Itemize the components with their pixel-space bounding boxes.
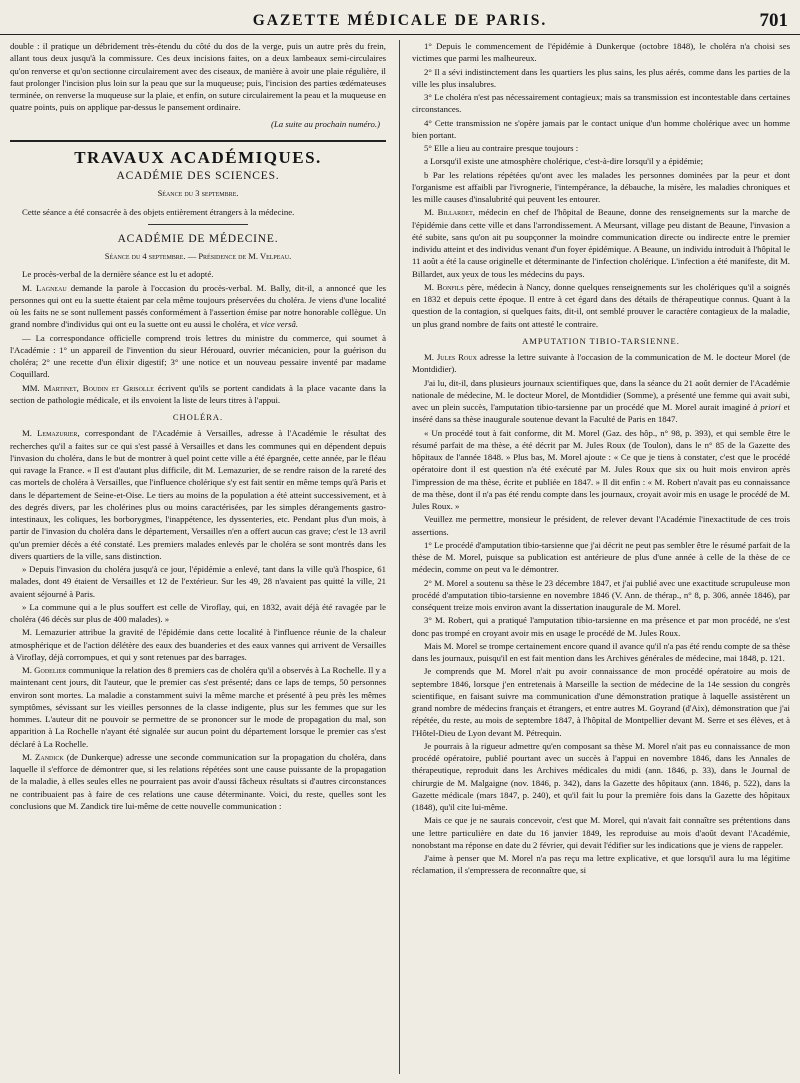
continuation-paragraph: double : il pratique un débridement très-étendu du côté du dos de la verge, puis un autre près du frein, allant tous deux jusqu'à la commissure. Ces deux incisions faites, on a deux lambeaux semi-circulaires qu'on renverse et qu'on sectionne circulairement avec des ciseaux, de manière à avoir une plaie régulière, il faut prolonger l'incision plus loin sur la peau que sur la muqueuse; puis, l'incision des parties œdémateuses terminée, on renverse la muqueuse sur la plaie, et enfin, on suture circulairement la peau et la muqueuse en quatre points, puis on applique par-dessus le pansement ordinaire.	[10, 41, 386, 113]
letter-paragraph-9: Mais ce que je ne saurais concevoir, c'est que M. Morel, qui n'avait fait connaître ses prétentions dans une lettre particulière en date du 16 janvier 1849, les reproduise au mois d'août devant l'Académie, nonobstant ma réponse en date du 2 février, qui devait l'édifier sur les indications que je viens de rappeler.	[412, 815, 790, 850]
academie-medecine-heading: ACADÉMIE DE MÉDECINE.	[117, 232, 279, 245]
conclusion-5: 5° Elle a lieu au contraire presque toujours :	[424, 143, 579, 153]
bonfils-paragraph	[412, 281, 790, 330]
paragraph-text: J'ai lu, dit-il, dans plusieurs journaux scientifiques que, dans la séance du 21 août dernier de l'Académie nationale de médecine, M. le docteur Morel, de Montdidier (Somme), a présenté une femme qui avait subi, avec un plein succès, l'amputation tibio-tarsienne par un procédé que M. Morel aurait imaginé	[412, 377, 790, 412]
speaker-name: M. Billardet	[424, 207, 473, 218]
paragraph-text: écrivent qu'ils se portent candidats à la place vacante dans la section de pathologie médicale, et ils envoient la liste de leurs titres à l'appui.	[10, 382, 386, 405]
italic-text: vice versâ.	[260, 319, 299, 330]
cholera-heading: CHOLÉRA.	[172, 412, 224, 422]
letter-paragraph-4: 2° M. Morel a soutenu sa thèse le 23 décembre 1847, et j'ai publié avec une exactitude scrupuleuse mon procédé d'amputation tibio-tarsienne en novembre 1846 (V. Ann. de thérap., n° 8, p. 306, année 1846), par conséquent treize mois environ avant la dissertation inaugurale de M. Morel.	[412, 577, 790, 612]
lagneau-paragraph	[10, 282, 386, 331]
amputation-heading: AMPUTATION TIBIO-TARSIENNE.	[522, 335, 680, 346]
conclusion-1: 1° Depuis le commencement de l'épidémie à Dunkerque (octobre 1848), le choléra n'a choisi ses victimes que parmi les malheureux.	[412, 41, 790, 64]
sciences-paragraph: Cette séance a été consacrée à des objets entièrement étrangers à la médecine.	[22, 206, 295, 217]
depuis-paragraph: » Depuis l'invasion du choléra jusqu'à ce jour, l'épidémie a enlevé, tant dans la ville qu'à l'hospice, 61 malades, dont 49 étaient de Versailles et 12 de l'extérieur. Sur les 49, 28 n'avaient pas quitté la ville, 21 avaient séjourné à Paris.	[10, 564, 386, 599]
speaker-name: M. Lemazurier	[22, 428, 78, 439]
roux-paragraph	[412, 351, 790, 376]
letter-paragraph-3: 1° Le procédé d'amputation tibio-tarsienne que j'ai décrit ne peut pas sembler être le résumé parfait de la thèse de M. Morel, puisque sa publication est antérieure de plus d'une année à celle de la thèse de ce médecin, comme on peut va le démontrer.	[412, 539, 790, 575]
speaker-name: M. Zandick	[22, 751, 64, 762]
continued-note: (La suite au prochain numéro.)	[271, 118, 380, 129]
candidats-paragraph	[10, 382, 386, 407]
speaker-name: M. Godelier	[22, 665, 67, 675]
journal-title: GAZETTE MÉDICALE DE PARIS.	[252, 12, 548, 29]
academie-sciences-heading: ACADÉMIE DES SCIENCES.	[116, 170, 280, 182]
roux-letter-paragraph	[412, 377, 790, 426]
billardet-paragraph	[412, 206, 790, 280]
seance-sciences: Séance du 3 septembre.	[157, 188, 239, 199]
italic-text: à priori	[753, 402, 781, 412]
conclusion-5b: b Par les relations répétées qu'ont avec les malades les personnes dominées par la peur et dont l'organisme est affaibli par l'ivrognerie, l'intempérance, la débauche, la misère, les maladies chroniques et les mille causes d'insalubrité qui peuvent les entourer.	[412, 169, 790, 204]
left-column	[10, 40, 386, 1076]
section-rule	[10, 140, 386, 142]
divider	[148, 224, 248, 225]
correspondance-paragraph: — La correspondance officielle comprend trois lettres du ministre du commerce, qui soumet à l'Académie : 1° un appareil de l'invention du sieur Hérouard, ouvrier mécanicien, pour la guérison du choléra; 2° une recette d'un élixir digestif; 3° une notice et un nouveau pessaire inventé par madame Coquillard.	[10, 332, 386, 380]
right-column	[412, 40, 790, 1076]
paragraph-text: adresse la lettre suivante à l'occasion de la communication de M. le docteur Morel (de Montdidier).	[412, 352, 790, 375]
godelier-paragraph	[10, 664, 386, 750]
attribue-paragraph: M. Lemazurier attribue la gravité de l'épidémie dans cette localité à l'influence réunie de la chaleur atmosphérique et de l'action délétère des eaux des buanderies et des eaux vannes qui arrivent de Versailles à Viroflay, déjà corrompues, et qui y sont retenues par des barrages.	[10, 627, 386, 662]
paragraph-text: père, médecin à Nancy, donne quelques renseignements sur les cholériques qu'il a soignés en 1832 et depuis cette époque. Il entre à cet égard dans des détails de thérapeutique connus. Quant à la question de la contagion, si quelques faits, dit-il, ont semblé prouver le caractère contagieux de la maladie, un plus grand nombre de faits ont attesté le contraire.	[412, 281, 790, 329]
paragraph-text: , correspondant de l'Académie à Versailles, adresse à l'Académie le résultat des recherches qu'il a faites sur ce qui s'est passé à Versailles et dans les communes qui en dépendent depuis l'invasion du choléra, dans le but de montrer à quel point cette ville a été épargnée, cette année, par le fléau qui ravage la France. « Il est d'autant plus difficile, dit M. Lemazurier, de se rendre raison de la rareté des cas mortels de choléra à Versailles, que l'influence cholérique s'y est fait sentir en même temps qu'à Paris et dans le département de Seine-et-Oise. Le tiers au moins de la population a été atteint successivement, et à des degrés divers, par les cholérines plus ou moins caractérisées, par les simples dérangements gastro-intestinaux, les coliques, les borborygmes, l'inappétence, les dyssenteries, etc. Pendant plus d'un mois, à partir de l'invasion du choléra dans le département, Versailles n'en a offert aucun cas grave; c'est le 13 avril qu'un premier décès a été constaté. Les premiers malades enlevés par le choléra se sont montrés dans les divers quartiers de la ville, sans distinction.	[10, 428, 386, 561]
speaker-name: M. Jules Roux	[424, 352, 477, 362]
letter-paragraph-5: 3° M. Robert, qui a pratiqué l'amputation tibio-tarsienne en ma présence et par mon procédé, ne s'est donc pas trompé en croyant avoir mis en usage le procédé de M. Jules Roux.	[412, 615, 790, 638]
conclusion-2: 2° Il a sévi indistinctement dans les quartiers les plus sains, les plus aérés, comme dans les parties de la ville les plus insalubres.	[412, 66, 790, 89]
letter-paragraph-6: Mais M. Morel se trompe certainement encore quand il avance qu'il n'a pas été rendu compte de sa thèse dans les journaux, puisqu'il en est fait mention dans les Archives générales de médecine, mai 1848, p. 121.	[412, 640, 790, 663]
lemazurier-paragraph	[10, 427, 386, 562]
zandick-paragraph	[10, 751, 386, 812]
section-title: TRAVAUX ACADÉMIQUES.	[74, 147, 322, 167]
speaker-name: MM. Martinet, Boudin et Grisolle	[22, 382, 154, 393]
paragraph-text: demande la parole à l'occasion du procès-verbal. M. Bally, dit-il, a annoncé que les personnes qui ont eu la suette étaient par cela même toujours préservées du choléra. Je viens d'une localité où les faits ne se sont nullement passés conformément à l'assertion émise par notre honorable collègue. Un grand nombre d'individus qui ont eu la suette ont eu aussi le choléra, et	[10, 282, 386, 330]
speaker-name: M. Bonfils	[424, 281, 464, 292]
seance-medecine: Séance du 4 septembre. — Présidence de M. Velpeau.	[104, 251, 292, 261]
paragraph-text: (de Dunkerque) adresse une seconde communication sur la propagation du choléra, dans laquelle il s'efforce de démontrer que, si les relations répétées sont une cause puissante de la propagation de la maladie, à elles seules elles ne pourraient pas avoir d'aussi fâcheux résultats si d'autres circonstances ne contribuaient pas à faire de ces relations une cause déterminante. Voici, du reste, quelles sont les conclusions que M. Zandick tire lui-même de cette nouvelle communication :	[10, 751, 386, 811]
letter-paragraph-2: Veuillez me permettre, monsieur le président, de relever devant l'Académie l'inexactitude de ces trois assertions.	[412, 514, 790, 537]
paragraph-text: , médecin en chef de l'hôpital de Beaune, donne des renseignements sur la marche de l'épidémie dans cette ville et dans l'arrondissement. A Meursant, village peu distant de Beaune, l'invasion a été subite, sans qu'on ait pu soupçonner la moindre communication directe ou indirecte entre le premier individu atteint et des individus venant d'un foyer épidémique. A Beaune, un individu introduit à l'hôpital le 11 août a été la cause originelle et déterminante de l'infection cholérique. L'infection a été manifeste, dit M. Billardet, aux yeux de tous les médecins du pays.	[412, 207, 790, 279]
letter-paragraph-8: Je pourrais à la rigueur admettre qu'en composant sa thèse M. Morel n'ait pas eu connaissance de mon procédé opératoire, publié pourtant avec un succès à l'appui en novembre 1846, dans les Annales de thérapeutique, reproduit dans les Archives médicales du midi (ann. 1846, p. 33), dans le Journal de chirurgie de M. Malgaigne (nov. 1846, p. 342), dans la Gazette des hôpitaux (ann. 1846, p. 522), dans la Gazette médicale (mars 1847, p. 240), et qu'il fait lu pour la première fois dans la Gazette des hôpitaux (1848), qu'il cite lui-même.	[412, 740, 790, 812]
paragraph-text: communique la relation des 8 premiers cas de choléra qu'il a observés à La Rochelle. Il y a maintenant cent jours, dit l'auteur, que le premier cas s'est présenté; dans ce laps de temps, 50 personnes environ sont mortes. La maladie a constamment suivi la même marche et présenté à peu près les mêmes symptômes, sévissant sur les vieilles personnes de la classe indigente, plus sur les femmes que sur les hommes. L'auteur dit ne pouvoir se permettre de se prononcer sur le mode de propagation du mal, son apparition à La Rochelle n'ayant été signalée sur aucun point du département lorsque le premier cas s'est déclaré à La Rochelle.	[10, 665, 386, 749]
page-number: 701	[759, 10, 788, 31]
column-rule	[399, 40, 400, 1074]
conclusion-3: 3° Le choléra n'est pas nécessairement contagieux; mais sa transmission est incontestable dans certaines circonstances.	[412, 92, 790, 115]
letter-paragraph-10: J'aime à penser que M. Morel n'a pas reçu ma lettre explicative, et que lorsqu'il aura lu ma légitime réclamation, il s'empressera de reconnaître que, si	[412, 853, 790, 876]
proces-verbal-paragraph: Le procès-verbal de la dernière séance est lu et adopté.	[22, 269, 214, 280]
paragraph-text: et inséré dans sa thèse inaugurale soutenue devant la Faculté de Paris en 1847.	[412, 402, 790, 425]
speaker-name: M. Lagneau	[22, 282, 67, 293]
conclusion-5a: a Lorsqu'il existe une atmosphère cholérique, c'est-à-dire lorsqu'il y a épidémie;	[424, 156, 704, 167]
letter-paragraph-7: Je comprends que M. Morel n'ait pu avoir connaissance de mon procédé opératoire au mois de septembre 1846, lorsque j'en entretenais à Marseille la section de médecine de la 14e session du congrès scientifique, en faisant suivre ma communication d'une démonstration pratique à laquelle assistèrent un grand nombre de médecins français et étrangers, et entre autres M. Goyrand (d'Aix), démonstration que j'ai répétée, du reste, au mois de septembre 1847, à l'hôpital de Montpellier devant M. Serre et ses élèves, et à l'Hôtel-Dieu de Lyon devant M. Pétrequin.	[412, 666, 790, 738]
conclusion-4: 4° Cette transmission ne s'opère jamais par le contact unique d'un homme cholérique avec un homme bien portant.	[412, 117, 790, 140]
masthead	[0, 8, 800, 35]
letter-paragraph-1: « Un procédé tout à fait conforme, dit M. Morel (Gaz. des hôp., n° 98, p. 393), et qui semble être le résumé parfait de ma thèse, a été décrit par M. Jules Roux (de Toulon), dans le n° 85 de la Gazette des hôpitaux de l'année 1848. » Plus bas, M. Morel ajoute : « Ce que je tiens à constater, c'est que le procédé opératoire dont il est question n'a été exécuté par M. Jules Roux que six ou huit mois environ après l'impression de ma thèse, écrite et publiée en 1847. » Il dit enfin : « M. Robert n'avait pas eu connaissance de ma thèse, dont il n'a pas été rendu compte dans les journaux, croyait avoir mis en usage le procédé de M. Jules Roux. »	[412, 427, 790, 511]
commune-paragraph: » La commune qui a le plus souffert est celle de Viroflay, qui, en 1832, avait déjà été ravagée par le choléra (46 décès sur plus de 400 malades). »	[10, 601, 386, 624]
